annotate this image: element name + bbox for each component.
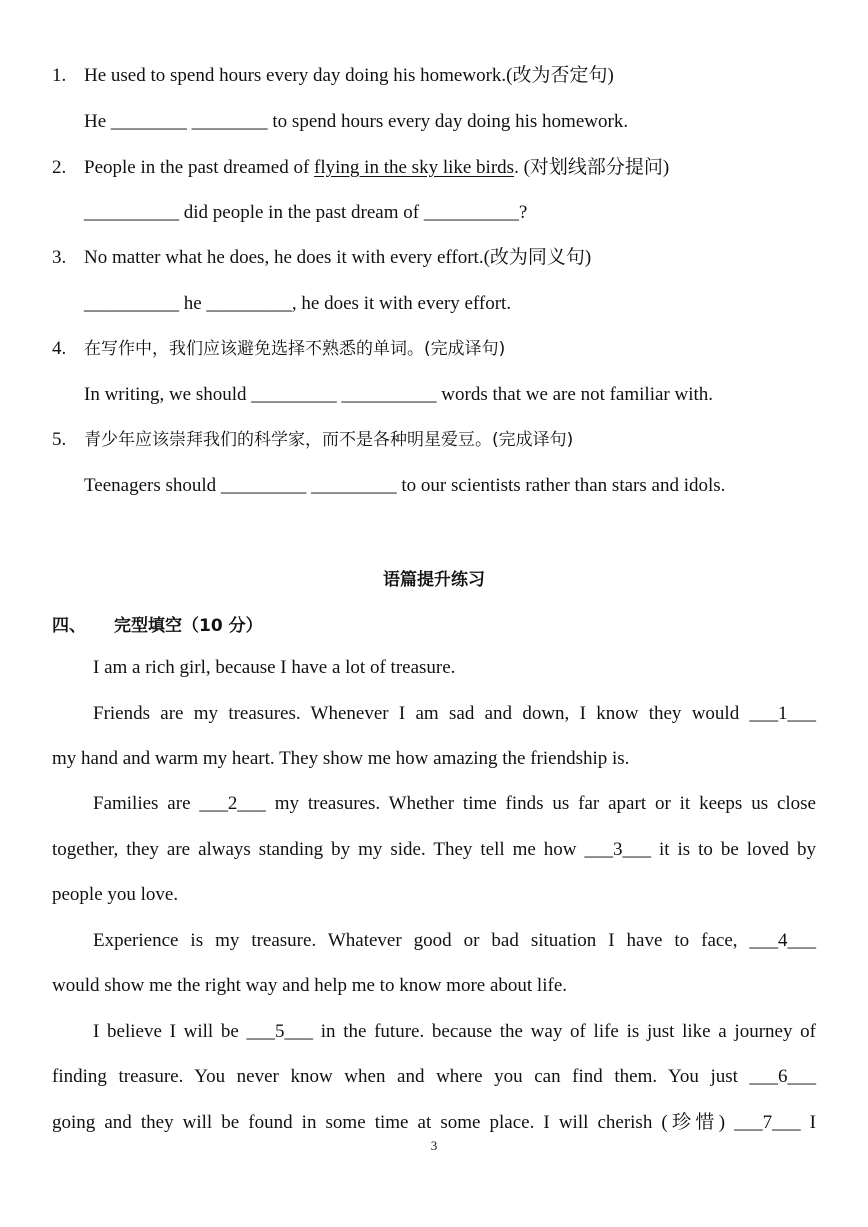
exercise-3-number: 3. xyxy=(52,247,67,268)
exercise-1-question: He used to spend hours every day doing his homework.(改为否定句) xyxy=(84,65,614,86)
exercise-4-number: 4. xyxy=(52,338,67,359)
passage-line: together, they are always standing by my side. They tell me how ___3___ it is to be loved by xyxy=(52,839,816,860)
passage-line: Experience is my treasure. Whatever good or bad situation I have to face, ___4___ xyxy=(93,930,816,951)
passage-line: Families are ___2___ my treasures. Whether time finds us far apart or it keeps us close xyxy=(93,793,816,814)
exercise-2-question-after: . (对划线部分提问) xyxy=(514,157,670,178)
exercise-5-number: 5. xyxy=(52,429,67,450)
exercise-2-number: 2. xyxy=(52,157,67,178)
exercise-5-question: 青少年应该崇拜我们的科学家，而不是各种明星爱豆。(完成译句) xyxy=(84,430,574,450)
exercise-4-answer: In writing, we should _________ __________ words that we are not familiar with. xyxy=(84,384,714,405)
passage-line: people you love. xyxy=(52,884,179,905)
section-name: 完型填空（10 分） xyxy=(114,616,263,636)
exercise-1-answer: He ________ ________ to spend hours every day doing his homework. xyxy=(84,111,629,132)
exercise-2-underlined-phrase: flying in the sky like birds xyxy=(314,157,515,178)
exercise-2-answer: __________ did people in the past dream of __________? xyxy=(84,202,528,223)
section-title xyxy=(52,611,263,636)
passage-line: going and they will be found in some time at some place. I will cherish (珍惜) ___7___ I xyxy=(52,1112,816,1133)
exercise-4-question: 在写作中，我们应该避免选择不熟悉的单词。(完成译句) xyxy=(84,339,506,359)
exercise-3-question: No matter what he does, he does it with every effort.(改为同义句) xyxy=(84,247,592,268)
page-number: 3 xyxy=(430,1138,438,1153)
passage-line: finding treasure. You never know when and where you can find them. You just ___6___ xyxy=(52,1066,816,1087)
passage-line: Friends are my treasures. Whenever I am sad and down, I know they would ___1___ xyxy=(93,703,816,724)
passage-line: I am a rich girl, because I have a lot of treasure. xyxy=(93,657,456,678)
passage-line: my hand and warm my heart. They show me how amazing the friendship is. xyxy=(52,748,630,769)
section-label: 四、 xyxy=(52,616,86,636)
passage-line: would show me the right way and help me to know more about life. xyxy=(52,975,568,996)
exercise-2-question-before: People in the past dreamed of xyxy=(84,157,315,178)
exercise-3-answer: __________ he _________, he does it with every effort. xyxy=(84,293,512,314)
passage-line: I believe I will be ___5___ in the future. because the way of life is just like a journey of xyxy=(93,1021,816,1042)
exercise-1-number: 1. xyxy=(52,65,67,86)
passage-heading: 语篇提升练习 xyxy=(383,570,485,590)
exercise-5-answer: Teenagers should _________ _________ to our scientists rather than stars and idols. xyxy=(84,475,726,496)
exercise-2-question xyxy=(84,156,669,180)
